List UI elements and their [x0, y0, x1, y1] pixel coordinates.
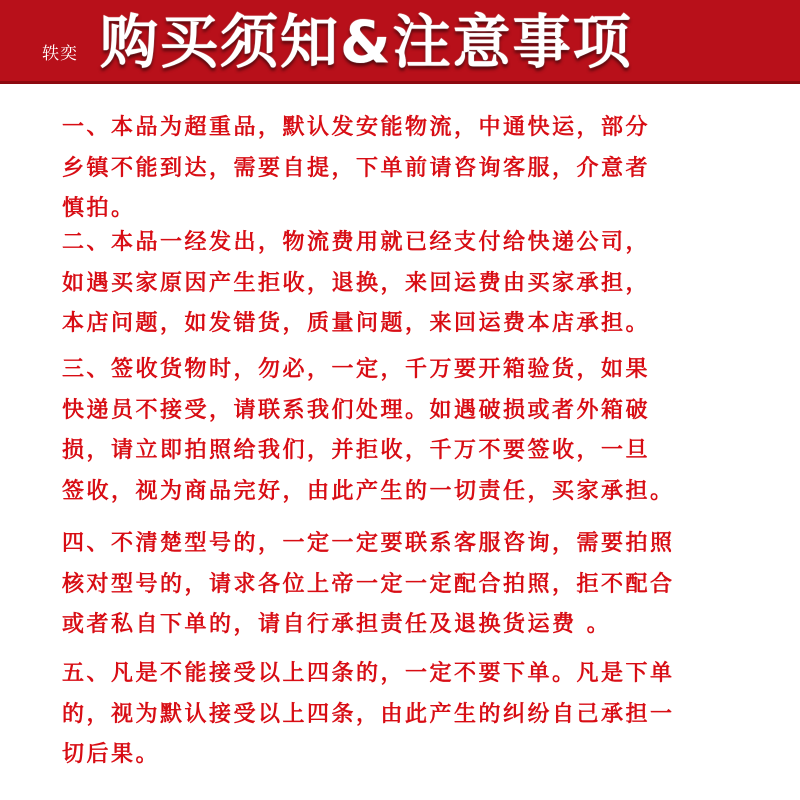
header-banner: [0, 0, 800, 84]
notice-section-1: [62, 108, 762, 230]
notice-line: 乡镇不能到达，需要自提，下单前请咨询客服，介意者: [62, 155, 651, 181]
notice-line: 如遇买家原因产生拒收，退换，来回运费由买家承担，: [62, 270, 651, 296]
notice-line: 慎拍。: [62, 196, 136, 221]
notice-line: 二、本品一经发出，物流费用就已经支付给快递公司，: [62, 230, 651, 255]
notice-line: 核对型号的，请求各位上帝一定一定配合拍照，拒不配合: [62, 571, 675, 597]
notice-line: 一、本品为超重品，默认发安能物流，中通快运，部分: [62, 115, 651, 140]
notice-line: 签收，视为商品完好，由此产生的一切责任，买家承担。: [62, 478, 675, 504]
notice-section-5: [62, 654, 762, 776]
notice-line: 切后果。: [62, 742, 161, 767]
notice-section-3: [62, 350, 762, 512]
brand-name: 轶奕: [42, 44, 78, 64]
notice-line: 快递员不接受，请联系我们处理。如遇破损或者外箱破: [62, 397, 651, 423]
notice-line: 本店问题，如发错货，质量问题，来回运费本店承担。: [62, 311, 651, 336]
page-title: 购买须知&注意事项: [100, 8, 633, 76]
notice-line: 的，视为默认接受以上四条，由此产生的纠纷自己承担一: [62, 701, 675, 727]
notice-line: 损，请立即拍照给我们，并拒收，千万不要签收，一旦: [62, 438, 651, 463]
notice-section-4: [62, 524, 762, 646]
notice-section-2: [62, 223, 762, 345]
notice-line: 或者私自下单的，请自行承担责任及退换货运费 。: [62, 612, 612, 637]
notice-line: 三、签收货物时，勿必，一定，千万要开箱验货，如果: [62, 357, 651, 382]
notice-line: 四、不清楚型号的，一定一定要联系客服咨询，需要拍照: [62, 531, 675, 556]
notice-line: 五、凡是不能接受以上四条的，一定不要下单。凡是下单: [62, 661, 675, 686]
